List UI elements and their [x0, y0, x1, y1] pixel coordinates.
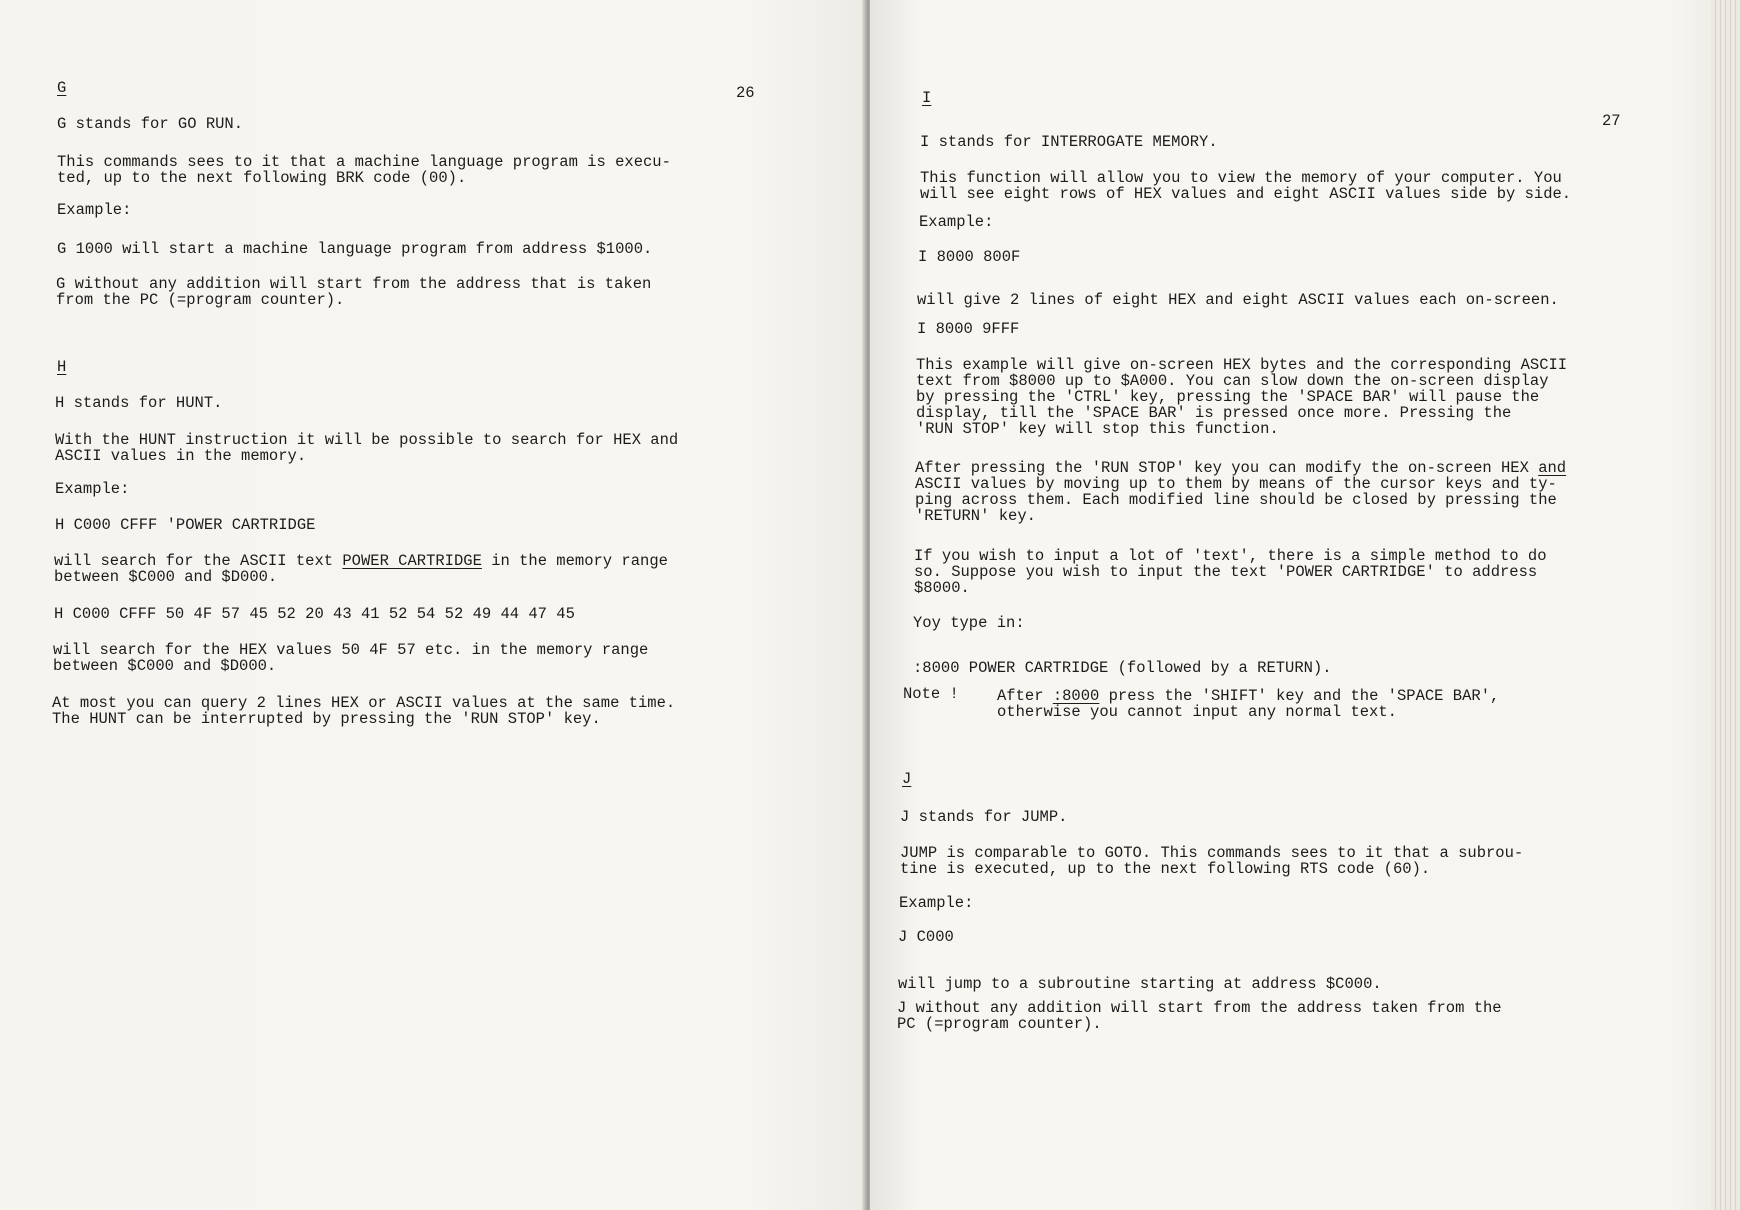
paragraph-line: JUMP is comparable to GOTO. This commands sees to it that a subrou- [900, 844, 1524, 862]
paragraph-line: $8000. [914, 579, 970, 597]
section-title-i: I stands for INTERROGATE MEMORY. [920, 133, 1218, 151]
note-line: otherwise you cannot input any normal text. [997, 703, 1397, 721]
note-label: Note ! [903, 685, 959, 703]
right-page [870, 0, 1741, 1210]
paragraph-line: display, till the 'SPACE BAR' is pressed once more. Pressing the [916, 404, 1512, 422]
paragraph-line: With the HUNT instruction it will be possible to search for HEX and [55, 431, 679, 449]
command-line: I 8000 9FFF [917, 320, 1020, 338]
paragraph-line: so. Suppose you wish to input the text 'POWER CARTRIDGE' to address [914, 563, 1538, 581]
section-title-h: H stands for HUNT. [55, 394, 223, 412]
example-line: G 1000 will start a machine language program from address $1000. [57, 240, 653, 258]
section-title-j: J stands for JUMP. [900, 808, 1068, 826]
page-number: 27 [1602, 112, 1621, 130]
example-line: will give 2 lines of eight HEX and eight ASCII values each on-screen. [917, 291, 1559, 309]
left-page [0, 0, 866, 1210]
paragraph-line: Yoy type in: [913, 614, 1025, 632]
paragraph-line: ASCII values by moving up to them by means of the cursor keys and ty- [915, 475, 1557, 493]
example-label: Example: [57, 201, 132, 219]
paragraph-line: ASCII values in the memory. [55, 447, 307, 465]
command-line: H C000 CFFF 50 4F 57 45 52 20 43 41 52 54 52 49 44 47 45 [54, 605, 575, 623]
paragraph-line: between $C000 and $D000. [54, 568, 278, 586]
paragraph-line: tine is executed, up to the next following RTS code (60). [900, 860, 1431, 878]
section-letter-g: G [57, 79, 67, 97]
underlined-text: POWER CARTRIDGE [342, 552, 482, 570]
paragraph-line: This function will allow you to view the memory of your computer. You [920, 169, 1562, 187]
paragraph-line: G without any addition will start from the address that is taken [56, 275, 652, 293]
paragraph-line: text from $8000 up to $A000. You can slow down the on-screen display [916, 372, 1549, 390]
paragraph-line: This example will give on-screen HEX bytes and the corresponding ASCII [916, 356, 1568, 374]
page-edges [1711, 0, 1741, 1210]
command-line: J C000 [898, 928, 954, 946]
paragraph-line: will search for the ASCII text POWER CARTRIDGE in the memory range [54, 552, 668, 570]
paragraph-line: If you wish to input a lot of 'text', there is a simple method to do [914, 547, 1547, 565]
command-line: I 8000 800F [918, 248, 1021, 266]
underlined-text: and [1538, 459, 1567, 477]
example-label: Example: [919, 213, 994, 231]
section-letter-i: I [922, 89, 932, 107]
paragraph-line: 'RUN STOP' key will stop this function. [916, 420, 1279, 438]
paragraph-line: PC (=program counter). [897, 1015, 1102, 1033]
paragraph-line: ted, up to the next following BRK code (00). [57, 169, 467, 187]
command-line: H C000 CFFF 'POWER CARTRIDGE [55, 516, 316, 534]
page-number: 26 [736, 84, 755, 102]
example-label: Example: [899, 894, 974, 912]
paragraph-line: 'RETURN' key. [915, 507, 1036, 525]
paragraph-line: ping across them. Each modified line should be closed by pressing the [915, 491, 1557, 509]
paragraph-line: The HUNT can be interrupted by pressing the 'RUN STOP' key. [52, 710, 601, 728]
paragraph-line: This commands sees to it that a machine language program is execu- [57, 153, 671, 171]
section-letter-j: J [902, 770, 912, 788]
paragraph-line: between $C000 and $D000. [53, 657, 277, 675]
section-title-g: G stands for GO RUN. [57, 115, 244, 133]
example-line: will jump to a subroutine starting at address $C000. [898, 975, 1382, 993]
paragraph-line: will see eight rows of HEX values and eight ASCII values side by side. [920, 185, 1572, 203]
paragraph-line: will search for the HEX values 50 4F 57 etc. in the memory range [53, 641, 649, 659]
paragraph-line: J without any addition will start from the address taken from the [897, 999, 1502, 1017]
section-letter-h: H [57, 358, 67, 376]
paragraph-line: After pressing the 'RUN STOP' key you can modify the on-screen HEX and [915, 459, 1567, 477]
underlined-text: :8000 [1052, 687, 1100, 705]
paragraph-line: from the PC (=program counter). [56, 291, 345, 309]
command-line: :8000 POWER CARTRIDGE (followed by a RETURN). [913, 659, 1332, 677]
paragraph-line: by pressing the 'CTRL' key, pressing the 'SPACE BAR' will pause the [916, 388, 1540, 406]
paragraph-line: At most you can query 2 lines HEX or ASCII values at the same time. [52, 694, 676, 712]
example-label: Example: [55, 480, 130, 498]
note-line: After :8000 press the 'SHIFT' key and the 'SPACE BAR', [997, 687, 1500, 705]
